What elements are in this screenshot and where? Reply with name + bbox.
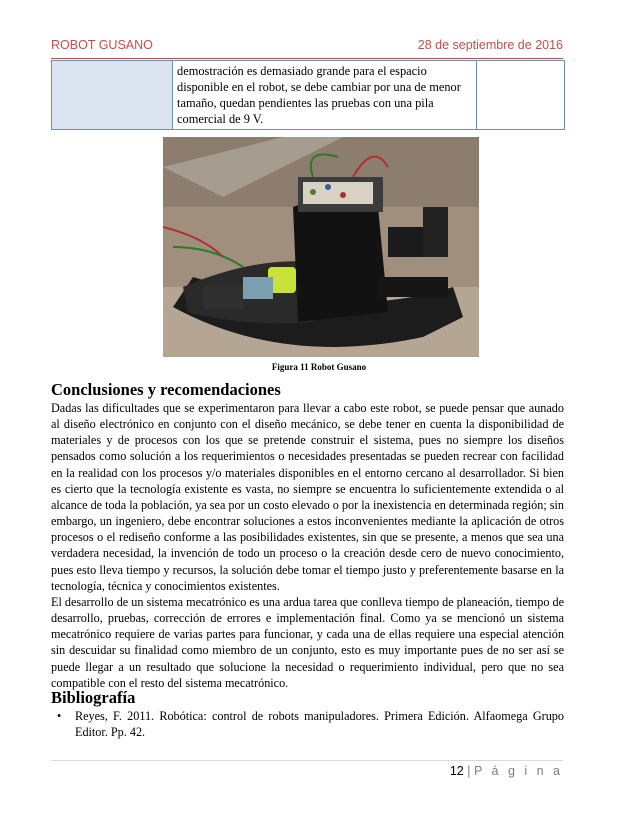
table-cell-empty <box>477 61 565 130</box>
paragraph: Dadas las dificultades que se experimentaron para llevar a cabo este robot, se puede pensar que aunado al diseño electrónico en conjunto con el diseño mecánico, se debe tener en cuenta la disponibilidad de materiales y de procesos con los que se pretende construir el sistema, pues no siempre los diseños pensados como solución a los requerimientos o necesidades presentadas se pueden recrear con facilidad en la realidad con los procesos y/o materiales disponibles en el entorno cercano al desarrollador. Si bien es cierto que la tecnología existente es vasta, no siempre se encuentra lo suficientemente extendida o al alcance de toda la población, ya sea por un costo elevado o por la inexistencia en determinada región; sin embargo, un ingeniero, debe encontrar soluciones a estos inconvenientes mediante la aplicación de otros procesos o el rediseño conforme a las posibilidades existentes, sin que se presente, a menos que sea una verdadera necesidad, la invención de todo un proceso o la creación desde cero de nuevo conocimiento, pues esto lleva tiempo y recursos, la solución debe tomar el tiempo justo y preferentemente basarse en la tecnología, técnica y conocimientos existentes. <box>51 401 564 593</box>
bibliography-list <box>51 708 564 740</box>
bibliography-entry: Reyes, F. 2011. Robótica: control de robots manipuladores. Primera Edición. Alfaomega Grupo Editor. Pp. 42. <box>75 709 564 740</box>
header-date: 28 de septiembre de 2016 <box>417 38 563 52</box>
footer-rule <box>51 760 563 761</box>
table-cell-text: demostración es demasiado grande para el espacio disponible en el robot, se debe cambiar por una de menor tamaño, quedan pendientes las pruebas con una pila comercial de 9 V. <box>173 61 477 130</box>
robot-photo-illustration <box>163 137 479 357</box>
footer-separator: | <box>467 764 471 778</box>
header-title: ROBOT GUSANO <box>51 38 153 52</box>
table-cell-empty <box>52 61 173 130</box>
table-fragment <box>51 60 565 130</box>
section-heading-bibliography: Bibliografía <box>51 688 136 707</box>
page-label: P á g i n a <box>473 764 563 778</box>
page-footer <box>450 764 563 778</box>
header-rule <box>51 58 563 59</box>
paragraph: El desarrollo de un sistema mecatrónico es una ardua tarea que conlleva tiempo de planeación, tiempo de desarrollo, pruebas, corrección de errores e implementación final. Como ya se mencionó un sistema mecatrónico requiere de varias partes para funcionar, y cada una de ellas requiere una especial atención sin descuidar su finalidad como miembro de un conjunto, esto es muy importante pues de no ser así se puede llegar a un resultado que solucione la necesidad o requerimiento individual, pero que no sea compatible con el resto del sistema mecatrónico. <box>51 594 564 690</box>
bullet-icon: • <box>57 709 62 723</box>
list-item <box>51 708 564 740</box>
robot-photo <box>163 137 479 357</box>
section-heading-conclusions: Conclusiones y recomendaciones <box>51 380 281 399</box>
page-number: 12 <box>449 764 464 778</box>
figure-caption: Figura 11 Robot Gusano <box>271 362 367 372</box>
conclusions-body <box>51 400 564 691</box>
page-header <box>51 38 563 52</box>
